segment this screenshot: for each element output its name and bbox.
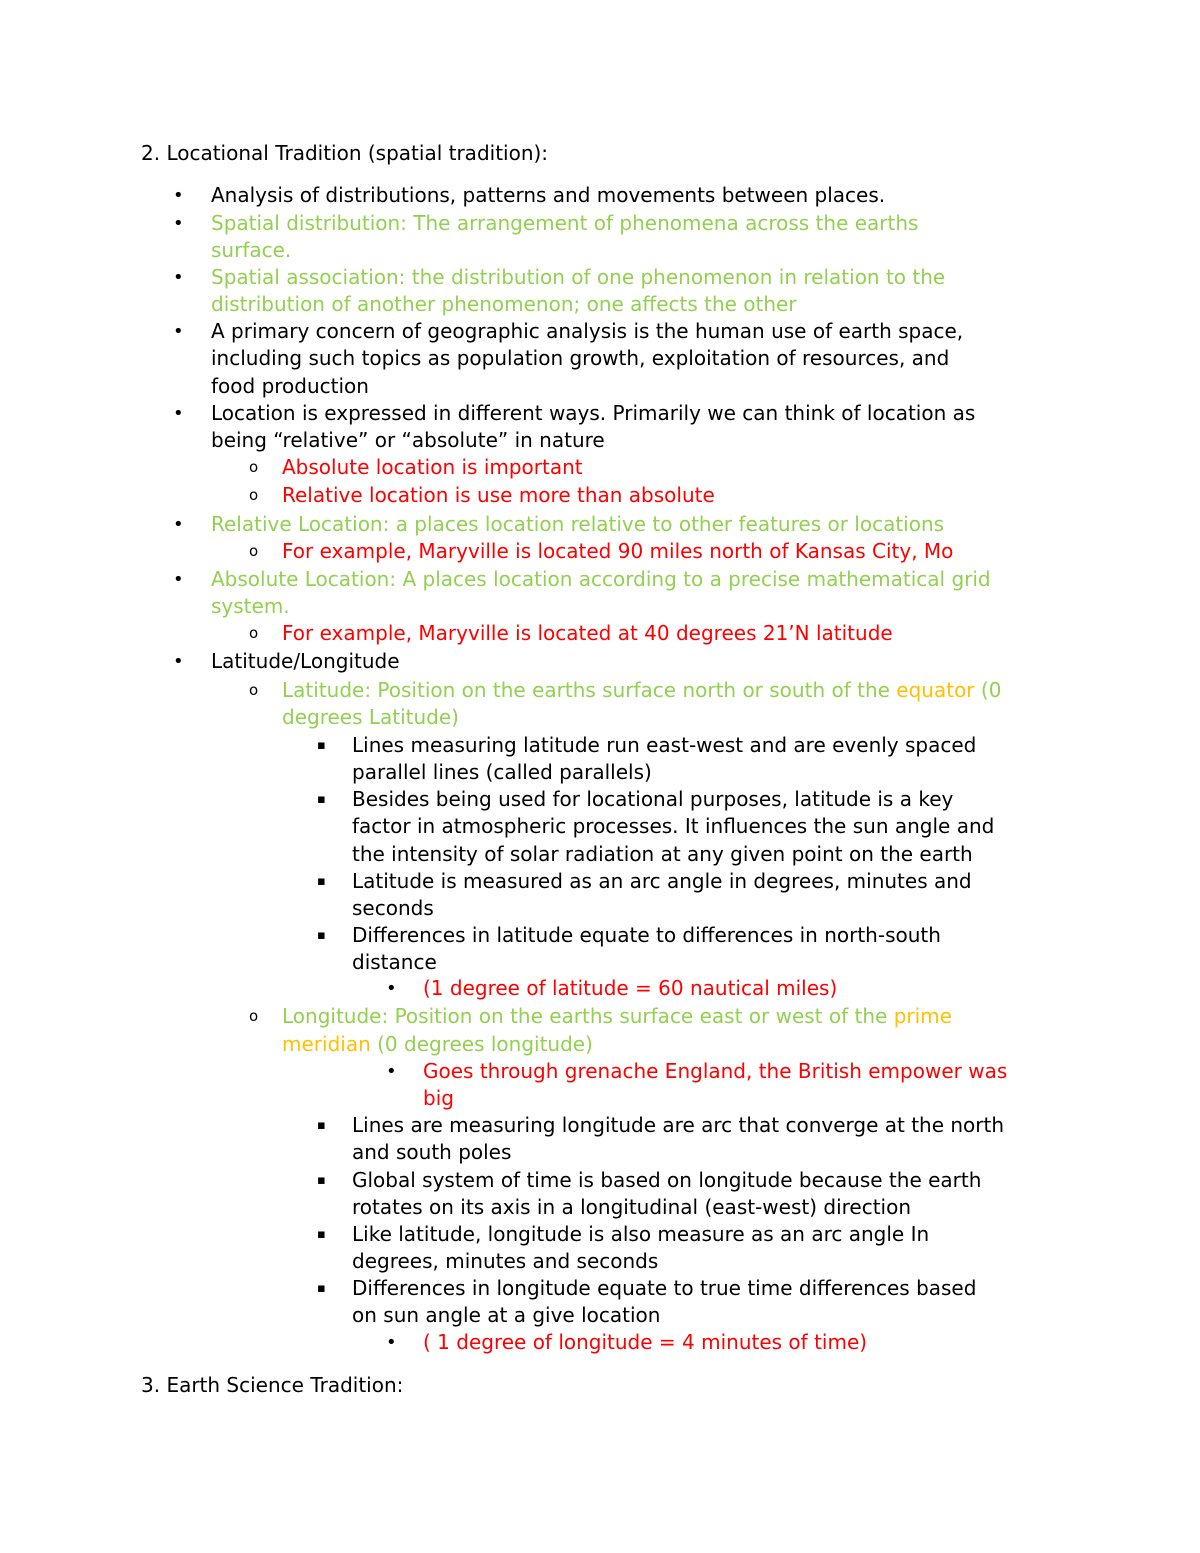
square-bullet-marker: ▪ (317, 738, 326, 753)
bullet-absolute-location: Absolute Location: A places location according to a precise mathematical grid (211, 567, 991, 591)
longitude-item-time-differences: Differences in longitude equate to true time differences based (352, 1276, 977, 1300)
bullet-marker: • (386, 1332, 397, 1353)
bullet-spatial-distribution: Spatial distribution: The arrangement of phenomena across the earths (211, 211, 919, 235)
bullet-spatial-association-cont: distribution of another phenomenon; one affects the other (211, 292, 797, 316)
bullet-spatial-association: Spatial association: the distribution of one phenomenon in relation to the (211, 265, 946, 289)
sub-bullet-latitude-definition (282, 677, 1001, 704)
square-bullet-marker: ▪ (317, 1173, 326, 1188)
latitude-item-atmospheric-cont: the intensity of solar radiation at any given point on the earth (352, 842, 973, 866)
longitude-greenwich-note: Goes through grenache England, the British empower was (423, 1059, 1008, 1083)
square-bullet-marker: ▪ (317, 1227, 326, 1242)
bullet-primary-concern-cont: food production (211, 374, 369, 398)
latitude-item-atmospheric-cont: factor in atmospheric processes. It influences the sun angle and (352, 814, 995, 838)
bullet-marker: • (173, 651, 184, 672)
meridian-term: meridian (282, 1032, 371, 1056)
bullet-relative-location: Relative Location: a places location relative to other features or locations (211, 512, 945, 536)
square-bullet-marker: ▪ (317, 792, 326, 807)
square-bullet-marker: ▪ (317, 1118, 326, 1133)
longitude-item-converge: Lines are measuring longitude are arc that converge at the north (352, 1113, 1005, 1137)
longitude-item-global-time-cont: rotates on its axis in a longitudinal (east-west) direction (352, 1195, 912, 1219)
bullet-marker: • (173, 569, 184, 590)
sub-bullet-marker: o (249, 542, 259, 560)
bullet-marker: • (173, 403, 184, 424)
latitude-item-lines-cont: parallel lines (called parallels) (352, 760, 652, 784)
sub-bullet-marker: o (249, 458, 259, 476)
latitude-item-differences-cont: distance (352, 950, 437, 974)
sub-bullet-marker: o (249, 486, 259, 504)
sub-bullet-example-kansas-city: For example, Maryville is located 90 miles north of Kansas City, Mo (282, 539, 954, 563)
longitude-item-global-time: Global system of time is based on longitude because the earth (352, 1168, 982, 1192)
latitude-item-differences: Differences in latitude equate to differences in north-south (352, 923, 941, 947)
bullet-analysis-of-distributions: Analysis of distributions, patterns and movements between places. (211, 183, 886, 207)
prime-term: prime (893, 1004, 952, 1028)
longitude-item-time-differences-cont: on sun angle at a give location (352, 1303, 661, 1327)
latitude-definition-text: Latitude: Position on the earths surface north or south of the (282, 678, 897, 702)
longitude-greenwich-note-cont: big (423, 1086, 454, 1110)
latitude-item-atmospheric: Besides being used for locational purposes, latitude is a key (352, 787, 954, 811)
longitude-definition-text: Longitude: Position on the earths surface east or west of the (282, 1004, 894, 1028)
latitude-definition-paren: (0 (974, 678, 1002, 702)
square-bullet-marker: ▪ (317, 928, 326, 943)
sub-bullet-relative-more: Relative location is use more than absolute (282, 483, 715, 507)
bullet-marker: • (173, 213, 184, 234)
latitude-item-arc-angle: Latitude is measured as an arc angle in degrees, minutes and (352, 869, 972, 893)
bullet-latitude-longitude: Latitude/Longitude (211, 649, 400, 673)
bullet-marker: • (173, 514, 184, 535)
latitude-item-lines: Lines measuring latitude run east-west and are evenly spaced (352, 733, 977, 757)
longitude-item-arc-angle: Like latitude, longitude is also measure as an arc angle In (352, 1222, 930, 1246)
bullet-marker: • (173, 185, 184, 206)
bullet-spatial-distribution-cont: surface. (211, 238, 292, 262)
longitude-definition-paren: (0 degrees longitude) (370, 1032, 593, 1056)
sub-bullet-example-latitude: For example, Maryville is located at 40 degrees 21’N latitude (282, 621, 893, 645)
bullet-marker: • (173, 267, 184, 288)
sub-bullet-longitude-definition (282, 1003, 952, 1030)
section-heading-earth-science-tradition: 3. Earth Science Tradition: (141, 1373, 404, 1397)
longitude-minutes-note: ( 1 degree of longitude = 4 minutes of time) (423, 1330, 868, 1354)
square-bullet-marker: ▪ (317, 1281, 326, 1296)
sub-bullet-absolute-important: Absolute location is important (282, 455, 583, 479)
sub-bullet-marker: o (249, 1007, 259, 1025)
bullet-location-expressed: Location is expressed in different ways. Primarily we can think of location as (211, 401, 976, 425)
bullet-marker: • (386, 1061, 397, 1082)
sub-bullet-latitude-definition-cont: degrees Latitude) (282, 705, 459, 729)
bullet-marker: • (386, 978, 397, 999)
latitude-item-arc-angle-cont: seconds (352, 896, 434, 920)
sub-bullet-longitude-definition-cont (282, 1031, 593, 1058)
longitude-item-arc-angle-cont: degrees, minutes and seconds (352, 1249, 659, 1273)
bullet-absolute-location-cont: system. (211, 594, 290, 618)
latitude-nautical-miles-note: (1 degree of latitude = 60 nautical miles) (423, 976, 838, 1000)
sub-bullet-marker: o (249, 624, 259, 642)
bullet-primary-concern-cont: including such topics as population growth, exploitation of resources, and (211, 346, 950, 370)
bullet-primary-concern: A primary concern of geographic analysis is the human use of earth space, (211, 319, 964, 343)
section-heading-locational-tradition: 2. Locational Tradition (spatial tradition): (141, 141, 549, 165)
equator-term: equator (896, 678, 975, 702)
square-bullet-marker: ▪ (317, 874, 326, 889)
sub-bullet-marker: o (249, 681, 259, 699)
bullet-marker: • (173, 321, 184, 342)
longitude-item-converge-cont: and south poles (352, 1140, 512, 1164)
bullet-location-expressed-cont: being “relative” or “absolute” in nature (211, 428, 605, 452)
